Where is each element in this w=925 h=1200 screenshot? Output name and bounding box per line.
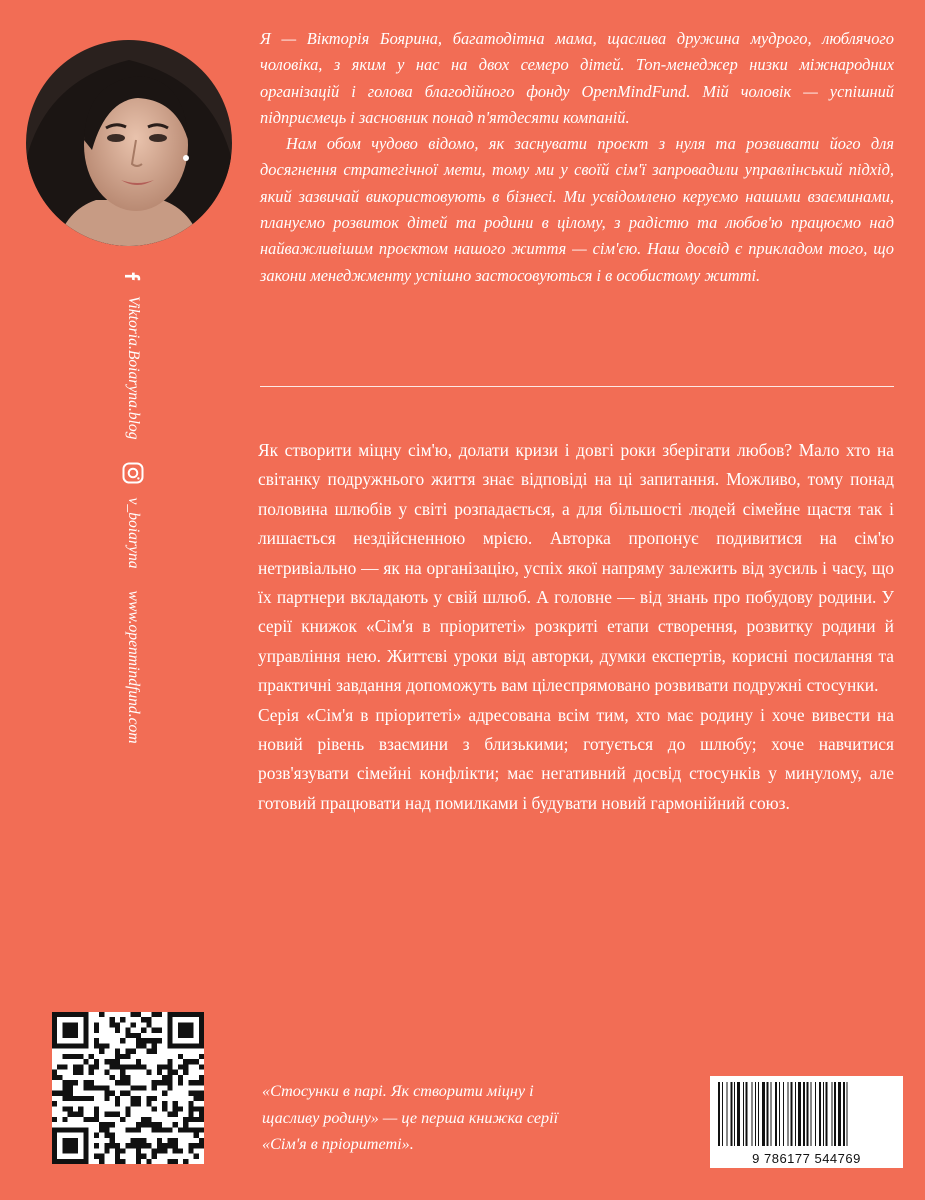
facebook-icon[interactable] bbox=[125, 270, 141, 282]
barcode-number: 9 786177 544769 bbox=[710, 1151, 903, 1166]
instagram-icon[interactable] bbox=[122, 462, 144, 484]
section-divider bbox=[260, 386, 894, 387]
description-paragraph-2: Серія «Сім'я в пріоритеті» адресована всім тим, хто має родину і хоче вивести на новий рівень взаємини з близькими; готується до шлюбу; хоче навчитися розв'язувати сімейні конфлікти; має негативний досвід стосунків у минулому, але готовий працювати над помилками і будувати новий гармонійний союз. bbox=[258, 704, 894, 813]
social-links bbox=[116, 270, 150, 830]
book-description bbox=[258, 436, 894, 818]
website-link[interactable]: www.openmindfund.com bbox=[125, 590, 142, 744]
description-paragraph-1: Як створити міцну сім'ю, долати кризи і довгі роки зберігати любов? Мало хто на світанку подружнього життя знає відповіді на ці запитання. Можливо, тому понад половина шлюбів у світі розпадається, а для більшості людей сімейне щастя так і лишається нездійсненною мрією. Авторка пропонує подивитися на сім'ю нетривіально — як на організацію, успіх якої напряму залежить від зусиль і часу, що їх партнери вкладають у свій шлюб. А головне — від знань про побудову родини. У серії книжок «Сім'я в пріоритеті» розкриті етапи створення, розвитку родини й управління нею. Життєві уроки від авторки, думки експертів, корисні посилання та практичні завдання допоможуть вам цілеспрямовано розвивати подружні стосунки. bbox=[258, 440, 894, 696]
series-note bbox=[262, 1078, 582, 1158]
author-photo bbox=[26, 40, 232, 246]
isbn-barcode bbox=[710, 1076, 903, 1168]
bio-paragraph-1: Я — Вікторія Боярина, багатодітна мама, щаслива дружина мудрого, люблячого чоловіка, з яким у нас на двох семеро дітей. Топ-менеджер низки міжнародних організацій і голова благодійного фонду OpenMindFund. Мій чоловік — успішний підприємець і засновник понад п'ятдесяти компаній. bbox=[260, 29, 894, 127]
series-note-text: «Стосунки в парі. Як створити міцну і щасливу родину» — це перша книжка серії «Сім'я в пріоритеті». bbox=[262, 1082, 559, 1153]
facebook-link[interactable]: Viktoria.Boiaryna.blog bbox=[125, 296, 142, 440]
instagram-link[interactable]: v_boiaryna bbox=[125, 497, 142, 569]
author-bio bbox=[260, 26, 894, 289]
qr-code[interactable] bbox=[52, 1012, 204, 1164]
bio-paragraph-2: Нам обом чудово відомо, як заснувати проєкт з нуля та розвивати його для досягнення стратегічної мети, тому ми у своїй сім'ї запровадили управлінський підхід, який зазвичай використовують в бізнесі. Ми усвідомлено керуємо нашими взаєминами, плануємо розвиток дітей та родини в цілому, з радістю та любов'ю працюємо над найважливішим проєктом нашого життя — сім'єю. Наш досвід є прикладом того, що закони менеджменту успішно застосовуються і в особистому житті. bbox=[260, 134, 894, 285]
